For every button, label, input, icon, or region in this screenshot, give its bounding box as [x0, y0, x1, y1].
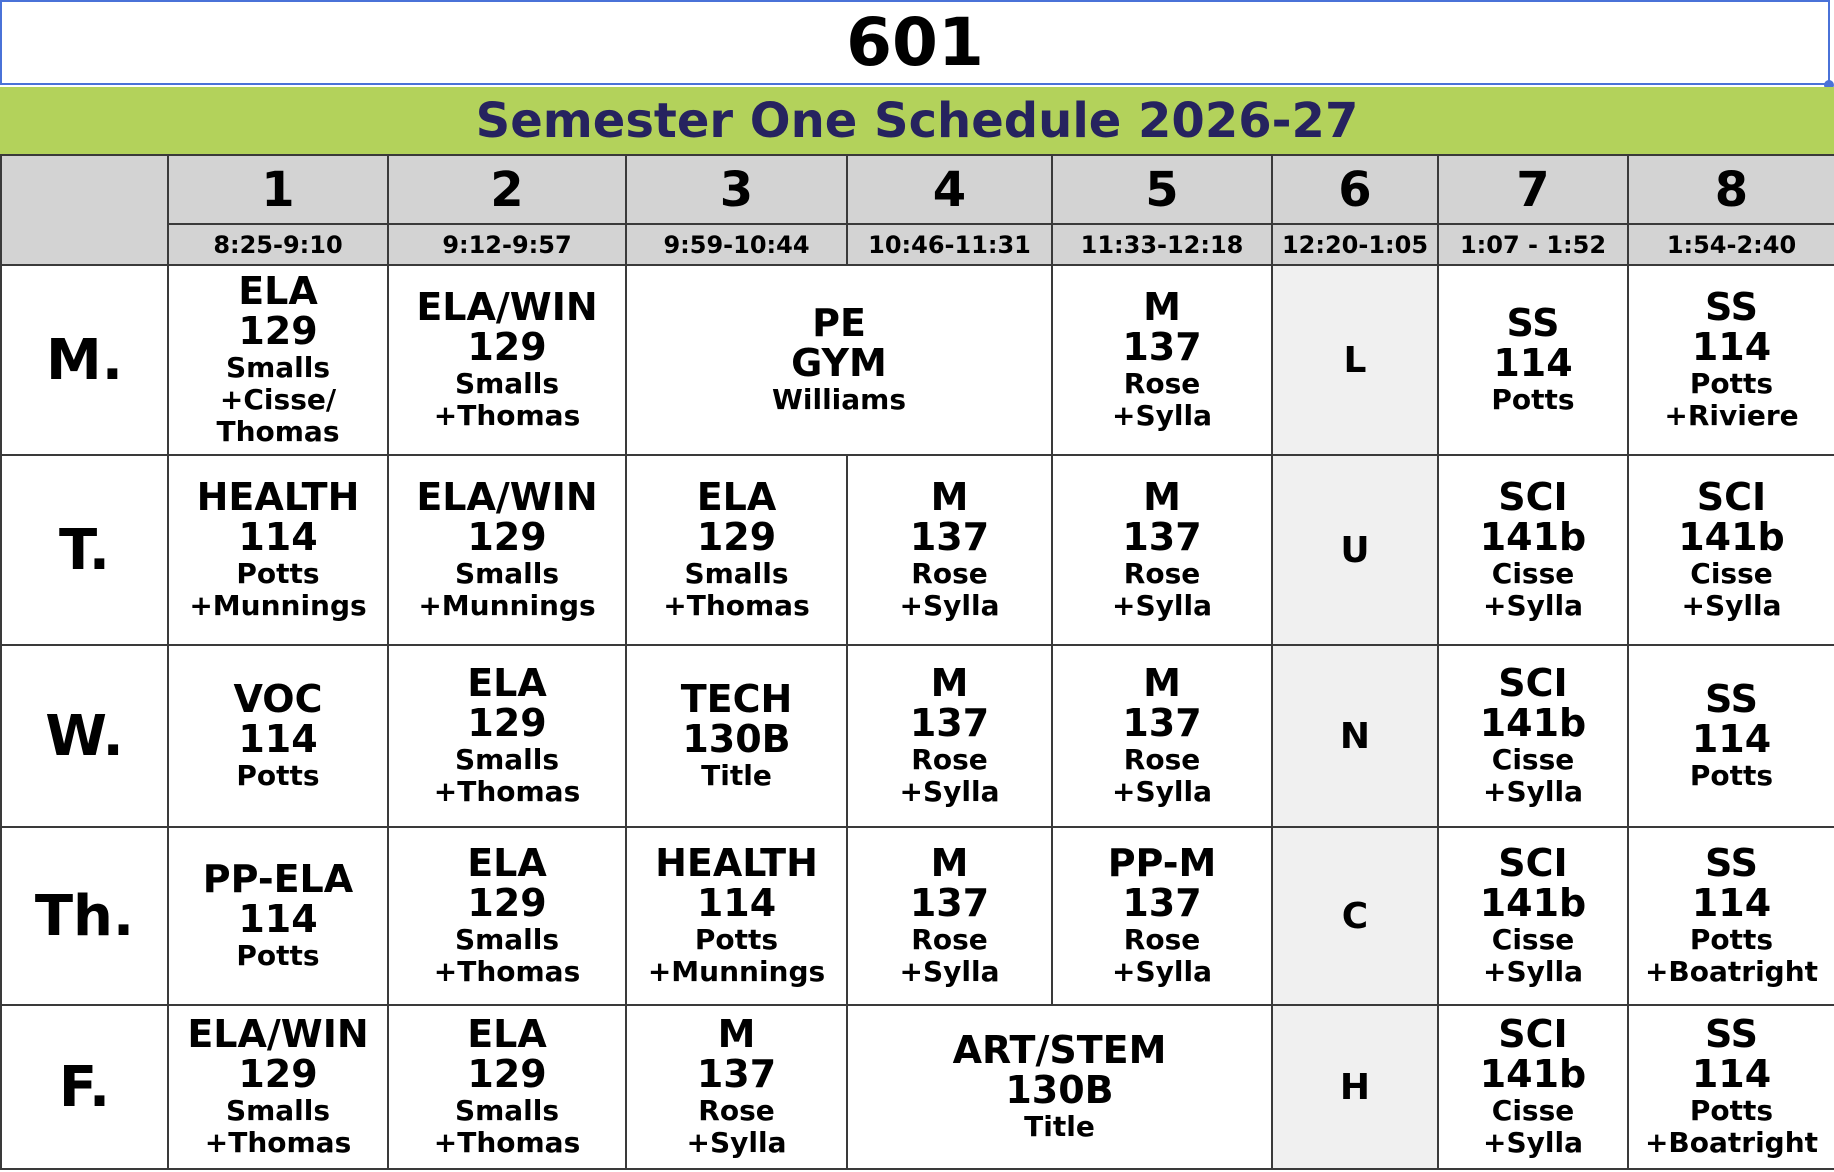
class-subject: PP-ELA [202, 857, 354, 902]
class-room: 129 [467, 700, 547, 745]
class-teacher: Smalls [225, 1093, 331, 1127]
class-room: 130B [1005, 1067, 1114, 1112]
class-support: +Thomas [433, 954, 581, 988]
class-support: +Sylla [686, 1125, 787, 1159]
class-cell[interactable] [168, 265, 388, 455]
class-cell[interactable] [1052, 455, 1272, 645]
period-8-header: 8 [1628, 155, 1834, 224]
class-cell[interactable] [168, 645, 388, 827]
class-support: +Cisse/ [219, 382, 337, 416]
class-cell[interactable] [626, 265, 1052, 455]
class-support: +Thomas [433, 774, 581, 808]
class-room: 114 [238, 514, 318, 559]
class-room: 114 [1691, 880, 1772, 925]
class-room: 114 [238, 716, 318, 761]
class-room: 129 [696, 514, 777, 559]
class-support: +Sylla [899, 774, 1000, 808]
semester-title: Semester One Schedule 2026-27 [475, 92, 1359, 149]
class-subject: SS [1704, 677, 1759, 722]
class-room: 141b [1479, 700, 1587, 745]
class-room: 137 [909, 880, 990, 925]
class-teacher: Potts [1689, 366, 1774, 400]
lunch-cell: L [1272, 265, 1438, 455]
period-1-time: 8:25-9:10 [168, 224, 388, 265]
class-teacher: Cisse [1491, 1093, 1575, 1127]
class-subject: HEALTH [196, 474, 360, 519]
semester-title-bar [0, 87, 1834, 154]
class-room: 137 [909, 514, 990, 559]
period-8-time: 1:54-2:40 [1628, 224, 1834, 265]
day-label: F. [1, 1005, 168, 1169]
class-subject: M [930, 474, 969, 519]
class-teacher: Potts [1689, 922, 1774, 956]
class-room: 137 [696, 1051, 777, 1096]
day-row-wednesday [1, 645, 1834, 827]
class-room: GYM [791, 340, 887, 385]
class-support: +Sylla [1483, 954, 1583, 988]
schedule-grid [0, 154, 1834, 1170]
class-room: 114 [1493, 340, 1573, 385]
class-teacher: Potts [694, 922, 779, 956]
class-subject: SCI [1498, 474, 1568, 519]
class-teacher: Smalls [454, 366, 560, 400]
corner-cell [1, 155, 168, 265]
class-cell[interactable] [388, 455, 626, 645]
day-label: Th. [1, 827, 168, 1005]
class-cell[interactable] [168, 827, 388, 1005]
class-teacher: Potts [236, 556, 320, 590]
period-7-header: 7 [1438, 155, 1628, 224]
class-room: 137 [909, 700, 990, 745]
class-subject: SCI [1696, 474, 1767, 519]
homeroom-number: 601 [846, 4, 984, 81]
class-subject: M [1143, 474, 1181, 519]
class-room: 137 [1122, 324, 1202, 369]
class-subject: TECH [680, 677, 793, 722]
class-teacher: Rose [1123, 556, 1201, 590]
class-cell[interactable] [1628, 827, 1834, 1005]
period-3-time: 9:59-10:44 [626, 224, 847, 265]
class-subject: ELA [696, 474, 777, 519]
class-teacher: Rose [1123, 366, 1201, 400]
class-subject: SS [1704, 840, 1759, 885]
class-subject: SS [1704, 1011, 1759, 1056]
class-room: 114 [1691, 1051, 1772, 1096]
class-teacher: Rose [698, 1093, 775, 1127]
period-1-header: 1 [168, 155, 388, 224]
class-teacher: Potts [236, 938, 320, 972]
class-teacher: Williams [771, 382, 906, 416]
class-subject: SCI [1498, 660, 1568, 705]
class-room: 129 [238, 1051, 318, 1096]
class-teacher: Cisse [1491, 556, 1575, 590]
class-support: +Thomas [433, 1125, 581, 1159]
day-row-thursday [1, 827, 1834, 1005]
class-cell[interactable] [1438, 1005, 1628, 1169]
class-teacher: Smalls [454, 1093, 560, 1127]
period-5-header: 5 [1052, 155, 1272, 224]
class-room: 114 [1691, 716, 1772, 761]
class-teacher: Cisse [1491, 742, 1575, 776]
class-subject: SS [1704, 284, 1759, 329]
class-support: +Munnings [189, 588, 367, 622]
class-support: +Thomas [663, 588, 810, 622]
class-teacher: Cisse [1491, 922, 1575, 956]
class-subject: ELA [238, 268, 318, 313]
class-support: +Sylla [1483, 1125, 1583, 1159]
class-cell[interactable] [388, 645, 626, 827]
class-cell[interactable] [1052, 827, 1272, 1005]
class-cell[interactable] [626, 827, 847, 1005]
period-number-row [1, 155, 1834, 224]
day-label: W. [1, 645, 168, 827]
class-teacher: Rose [911, 922, 988, 956]
day-label: T. [1, 455, 168, 645]
class-teacher: Smalls [454, 922, 560, 956]
class-subject: ELA [467, 840, 547, 885]
class-teacher: Cisse [1690, 556, 1773, 590]
period-6-header: 6 [1272, 155, 1438, 224]
class-subject: ART/STEM [952, 1028, 1167, 1073]
class-teacher: Title [1024, 1109, 1095, 1143]
class-teacher: Smalls [454, 742, 560, 776]
class-room: 137 [1122, 514, 1202, 559]
class-cell[interactable] [847, 1005, 1272, 1169]
class-cell[interactable] [847, 645, 1052, 827]
class-subject: VOC [233, 677, 323, 722]
class-support: +Sylla [899, 954, 1000, 988]
class-cell[interactable] [847, 455, 1052, 645]
period-2-header: 2 [388, 155, 626, 224]
class-teacher: Rose [1123, 922, 1201, 956]
period-5-time: 11:33-12:18 [1052, 224, 1272, 265]
class-support: +Sylla [1483, 774, 1583, 808]
class-subject: PP-M [1107, 840, 1217, 885]
class-subject: M [930, 660, 969, 705]
day-row-monday [1, 265, 1834, 455]
class-cell[interactable] [1628, 1005, 1834, 1169]
class-subject: ELA/WIN [416, 474, 598, 519]
class-teacher: Smalls [684, 556, 789, 590]
class-room: 129 [238, 308, 318, 353]
class-cell[interactable] [626, 1005, 847, 1169]
class-support: +Sylla [1112, 774, 1212, 808]
period-7-time: 1:07 - 1:52 [1438, 224, 1628, 265]
class-subject: M [930, 840, 969, 885]
class-cell[interactable] [388, 827, 626, 1005]
class-subject: PE [812, 301, 866, 346]
class-room: 130B [682, 716, 791, 761]
class-cell[interactable] [168, 455, 388, 645]
class-support: +Thomas [433, 398, 581, 432]
class-cell[interactable] [1628, 455, 1834, 645]
class-teacher: Smalls [454, 556, 560, 590]
day-row-tuesday [1, 455, 1834, 645]
class-teacher: Potts [236, 758, 320, 792]
class-support: +Sylla [1112, 398, 1212, 432]
class-subject: SCI [1498, 840, 1568, 885]
class-teacher: Potts [1689, 758, 1774, 792]
class-cell[interactable] [1438, 265, 1628, 455]
class-support: +Sylla [1681, 588, 1782, 622]
day-row-friday [1, 1005, 1834, 1169]
class-subject: M [1143, 660, 1181, 705]
class-cell[interactable] [1438, 827, 1628, 1005]
class-teacher: Potts [1491, 382, 1575, 416]
class-cell[interactable] [1438, 645, 1628, 827]
class-teacher: Rose [1123, 742, 1201, 776]
class-subject: ELA/WIN [416, 284, 598, 329]
class-room: 129 [467, 1051, 547, 1096]
class-support-continued: Thomas [216, 414, 340, 448]
class-subject: SS [1506, 301, 1560, 346]
class-support: +Sylla [1112, 954, 1212, 988]
class-subject: M [717, 1011, 756, 1056]
class-support: +Boatright [1644, 954, 1819, 988]
class-cell[interactable] [388, 1005, 626, 1169]
period-time-row [1, 224, 1834, 265]
lunch-cell: C [1272, 827, 1438, 1005]
lunch-cell: U [1272, 455, 1438, 645]
class-support: +Riviere [1664, 398, 1799, 432]
class-teacher: Title [701, 758, 772, 792]
homeroom-title-cell[interactable] [0, 0, 1830, 85]
class-room: 137 [1122, 880, 1202, 925]
class-room: 114 [696, 880, 777, 925]
class-support: +Sylla [1112, 588, 1212, 622]
class-teacher: Rose [911, 556, 988, 590]
class-room: 137 [1122, 700, 1202, 745]
class-teacher: Smalls [225, 350, 331, 384]
period-4-time: 10:46-11:31 [847, 224, 1052, 265]
period-3-header: 3 [626, 155, 847, 224]
class-cell[interactable] [168, 1005, 388, 1169]
class-support: +Sylla [1483, 588, 1583, 622]
class-support: +Boatright [1644, 1125, 1819, 1159]
class-teacher: Rose [911, 742, 988, 776]
class-room: 114 [238, 896, 318, 941]
day-label: M. [1, 265, 168, 455]
class-cell[interactable] [1438, 455, 1628, 645]
lunch-cell: H [1272, 1005, 1438, 1169]
class-room: 129 [467, 880, 547, 925]
class-teacher: Potts [1689, 1093, 1774, 1127]
class-room: 129 [467, 514, 547, 559]
class-support: +Munnings [647, 954, 826, 988]
class-cell[interactable] [1052, 265, 1272, 455]
class-cell[interactable] [626, 645, 847, 827]
class-cell[interactable] [388, 265, 626, 455]
class-cell[interactable] [1628, 645, 1834, 827]
class-subject: HEALTH [655, 840, 818, 885]
period-4-header: 4 [847, 155, 1052, 224]
class-room: 129 [467, 324, 547, 369]
class-subject: ELA [467, 660, 547, 705]
class-room: 114 [1691, 324, 1772, 369]
class-cell[interactable] [626, 455, 847, 645]
class-room: 141b [1479, 880, 1587, 925]
class-subject: ELA [467, 1011, 547, 1056]
class-support: +Thomas [204, 1125, 352, 1159]
period-6-time: 12:20-1:05 [1272, 224, 1438, 265]
class-support: +Sylla [899, 588, 1000, 622]
class-cell[interactable] [1052, 645, 1272, 827]
class-room: 141b [1479, 514, 1587, 559]
lunch-cell: N [1272, 645, 1438, 827]
class-subject: M [1143, 284, 1181, 329]
class-cell[interactable] [847, 827, 1052, 1005]
class-room: 141b [1479, 1051, 1587, 1096]
period-2-time: 9:12-9:57 [388, 224, 626, 265]
class-subject: SCI [1498, 1011, 1568, 1056]
class-room: 141b [1678, 514, 1785, 559]
class-support: +Munnings [418, 588, 596, 622]
class-cell[interactable] [1628, 265, 1834, 455]
class-subject: ELA/WIN [187, 1011, 369, 1056]
